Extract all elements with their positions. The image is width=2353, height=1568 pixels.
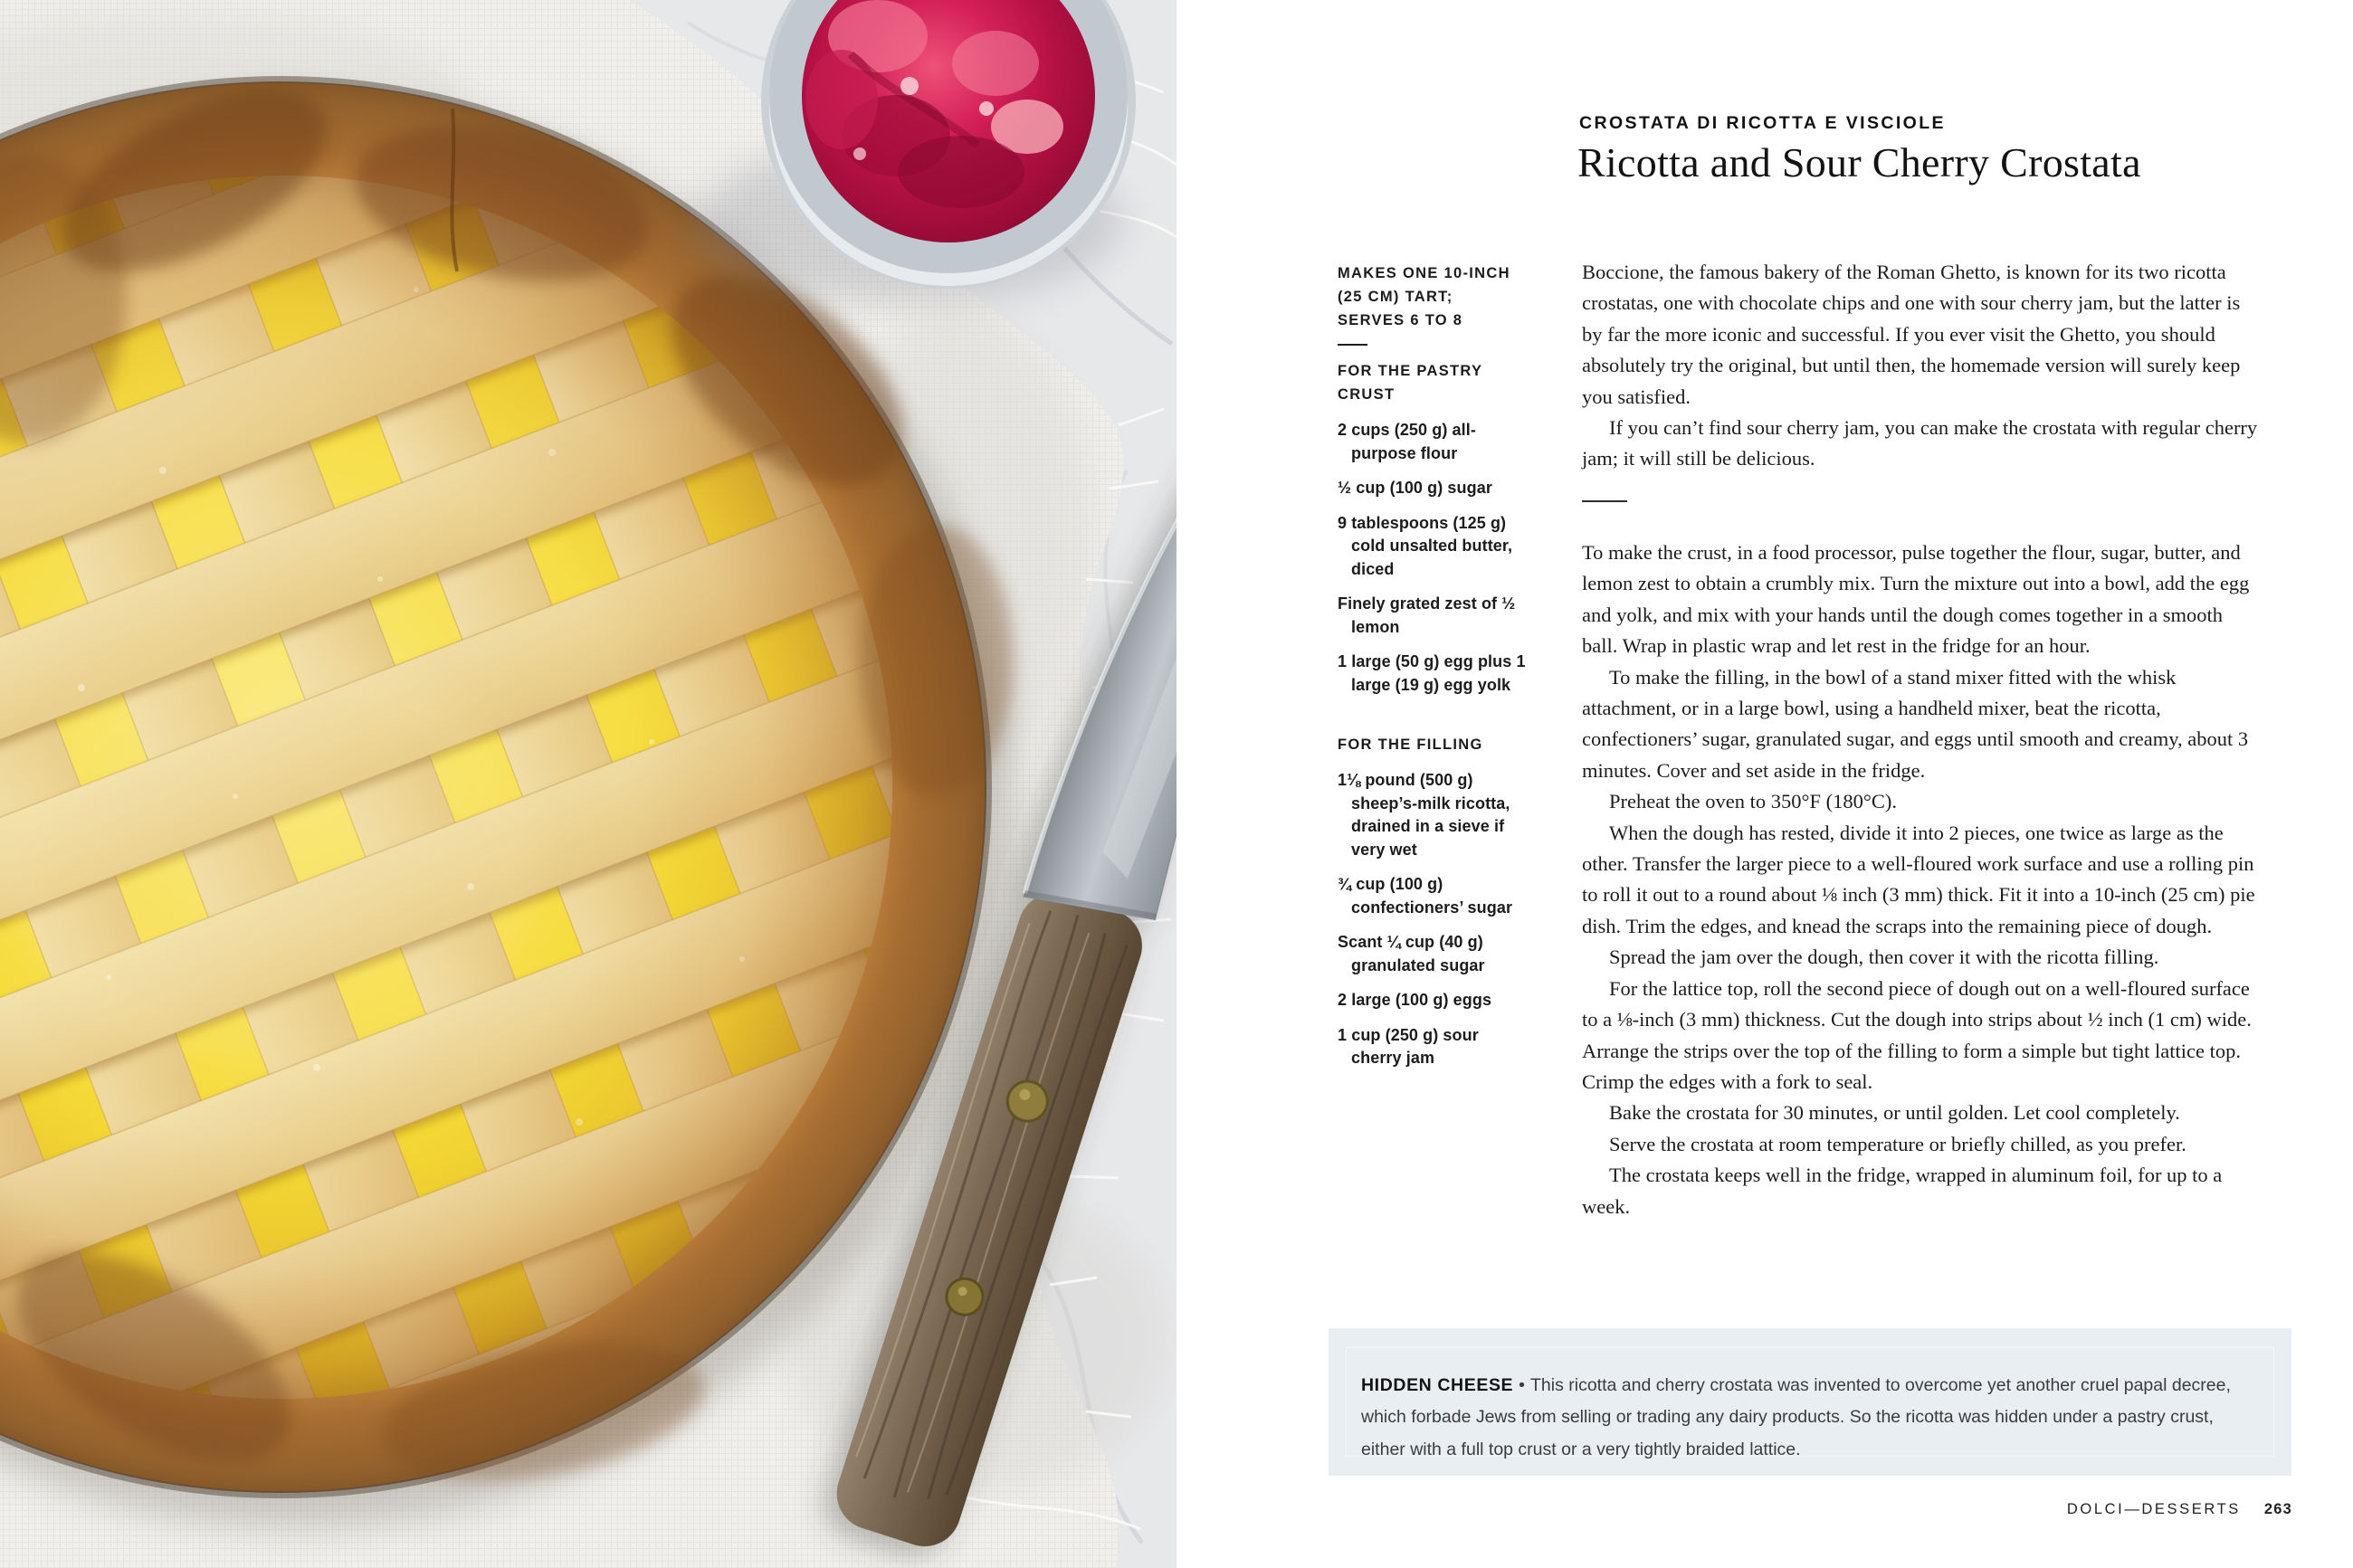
recipe-introduction: [1582, 257, 2261, 475]
method-paragraph: Spread the jam over the dough, then cover it with the ricotta filling.: [1609, 946, 2159, 969]
crostata-photo: [0, 0, 1176, 1568]
intro-paragraph: If you can’t find sour cherry jam, you can make the crostata with regular cherry jam; it will still be delicious.: [1582, 416, 2258, 470]
ingredient: 1 large (50 g) egg plus 1 large (19 g) egg yolk: [1338, 652, 1526, 694]
intro-paragraph: Boccione, the famous bakery of the Roman Ghetto, is known for its two ricotta crostatas, one with chocolate chips and one with sour cherry jam, but the latter is by far the more iconic and successful. If you ever visit the Ghetto, you should absolutely try the original, but until then, the homemade version will surely keep you satisfied.: [1582, 261, 2241, 408]
pastry-crust-section: [1338, 359, 1526, 697]
ingredient: ¾ cup (100 g) confectioners’ sugar: [1338, 875, 1513, 917]
method-paragraph: Bake the crostata for 30 minutes, or until golden. Let cool completely.: [1609, 1101, 2180, 1125]
yield-line: (25 CM) TART;: [1338, 289, 1453, 305]
ingredient: ½ cup (100 g) sugar: [1338, 479, 1492, 497]
ingredient: 9 tablespoons (125 g) cold unsalted butter, diced: [1338, 513, 1513, 578]
page-number: 263: [2263, 1501, 2292, 1517]
ingredients-sidebar: [1338, 261, 1526, 1082]
recipe-italian-title: CROSTATA DI RICOTTA E VISCIOLE: [1579, 113, 1946, 133]
yield-line: SERVES 6 TO 8: [1338, 312, 1463, 328]
chapter-label: DOLCI—DESSERTS: [2066, 1501, 2241, 1517]
hidden-cheese-note-box: [1329, 1328, 2291, 1476]
method-paragraph: For the lattice top, roll the second piece of dough out on a well-floured surface to a ⅛-inch (3 mm) thickness. Cut the dough into strips about ½ inch (1 cm) wide. Arrange the strips over the top of the filling to form a simple but tight lattice top. Crimp the edges with a fork to seal.: [1582, 976, 2252, 1093]
ingredient: 2 large (100 g) eggs: [1338, 991, 1492, 1009]
ingredient: 2 cups (250 g) all-purpose flour: [1338, 421, 1476, 462]
section-heading: FOR THE FILLING: [1338, 736, 1483, 753]
method-paragraph: When the dough has rested, divide it into 2 pieces, one twice as large as the other. Transfer the larger piece to a well-floured work surface and use a rolling pin to roll it out to a round about ⅛ inch (3 mm) thick. Fit it into a 10-inch (25 cm) pie dish. Trim the edges, and knead the scraps into the remaining piece of dough.: [1582, 821, 2255, 937]
method-paragraph: The crostata keeps well in the fridge, wrapped in aluminum foil, for up to a week.: [1582, 1164, 2223, 1218]
filling-section: [1338, 733, 1526, 1070]
yield-line: MAKES ONE 10-INCH: [1338, 265, 1510, 281]
ingredient: 1 cup (250 g) sour cherry jam: [1338, 1025, 1479, 1067]
ingredient: Scant ¼ cup (40 g) granulated sugar: [1338, 933, 1485, 974]
ingredient: Finely grated zest of ½ lemon: [1338, 594, 1516, 636]
note-body: This ricotta and cherry crostata was invented to overcome yet another cruel papal decree, which forbade Jews from selling or trading any dairy products. So the ricotta was hidden under a pastry crust, either with a full top crust or a very tightly braided lattice.: [1361, 1374, 2231, 1459]
note-label: HIDDEN CHEESE: [1361, 1374, 1514, 1395]
method-paragraph: Serve the crostata at room temperature or briefly chilled, as you prefer.: [1609, 1132, 2186, 1155]
bullet-icon: •: [1519, 1374, 1525, 1395]
method-paragraph: To make the crust, in a food processor, pulse together the flour, sugar, butter, and lemon zest to obtain a crumbly mix. Turn the mixture out into a bowl, add the egg and yolk, and mix with your hands until the dough comes together in a smooth ball. Wrap in plastic wrap and let rest in the fridge for an hour.: [1582, 541, 2250, 658]
yield-note: [1338, 261, 1526, 332]
page-footer: [2067, 1501, 2292, 1518]
section-heading: FOR THE PASTRY CRUST: [1338, 363, 1482, 403]
section-divider: [1582, 500, 1627, 502]
page-title: Ricotta and Sour Cherry Crostata: [1577, 139, 2141, 185]
method-paragraph: To make the filling, in the bowl of a stand mixer fitted with the whisk attachment, or in a large bowl, using a handheld mixer, beat the ricotta, confectioners’ sugar, granulated sugar, and eggs until smooth and creamy, about 3 minutes. Cover and set aside in the fridge.: [1582, 665, 2249, 782]
recipe-method: [1582, 537, 2261, 1222]
yield-divider: [1338, 344, 1367, 346]
method-paragraph: Preheat the oven to 350°F (180°C).: [1609, 790, 1897, 813]
ingredient: 1⅛ pound (500 g) sheep’s-milk ricotta, drained in a sieve if very wet: [1338, 771, 1510, 859]
note-text: [1361, 1370, 2253, 1467]
